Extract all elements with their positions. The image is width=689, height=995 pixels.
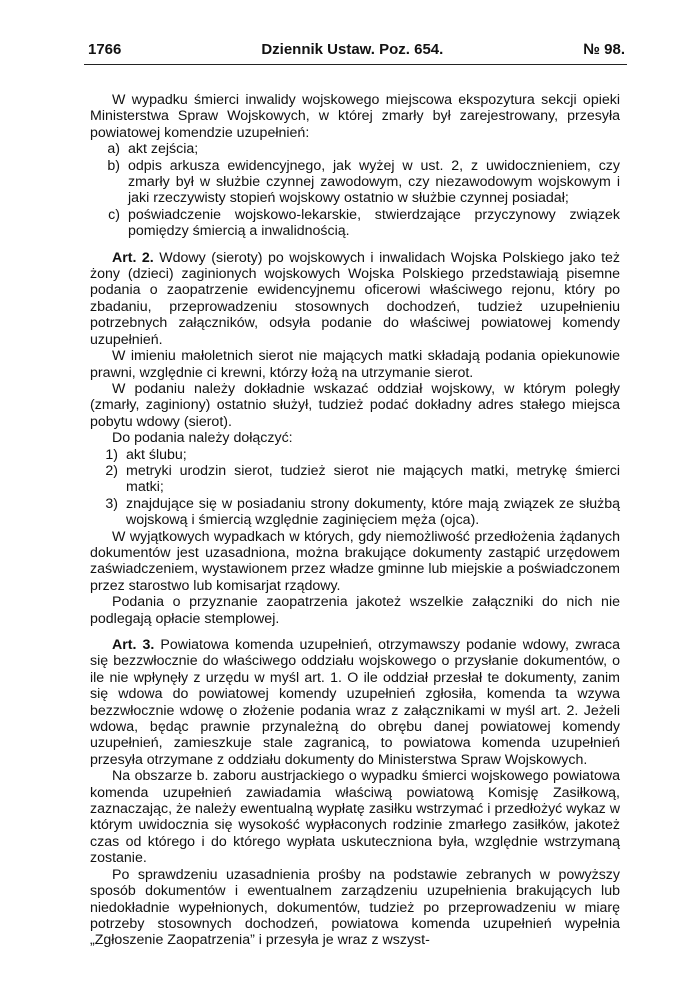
paragraph-oplata: Podania o przyznanie zaopatrzenia jakoteż wszelkie załączniki do nich nie podlegają opłacie stemplowej.: [90, 594, 620, 627]
list-item: 1) akt ślubu;: [105, 446, 187, 463]
page-number: 1766: [88, 40, 122, 58]
paragraph-sprawdzenie: Po sprawdzeniu uzasadnienia prośby na podstawie zebranych w powyższy sposób dokumentów i ewentualnem zarządzeniu uzupełnienia brakujących lub niedokładnie wypełnionych, dokumentów, tudzież po przeprowadzeniu w miarę potrzeby stosownych dochodzeń, powiatowa komenda uzupełnień wypełnia „Zgłoszenie Zaopatrzenia” i przesyła je wraz z wszyst-: [90, 866, 620, 949]
header-rule: [84, 64, 627, 65]
paragraph-inwalida: W wypadku śmierci inwalidy wojskowego miejscowa ekspozytura sekcji opieki Ministerstwa Spraw Wojskowych, w której zmarły był zarejestrowany, przesyła powiatowej komendzie uzupełnień:: [90, 92, 620, 141]
list-item: b) odpis arkusza ewidencyjnego, jak wyżej w ust. 2, z uwidocznieniem, czy zmarły był w służbie czynnej zawodowym, czy niezawodowym wojskowym i jaki rzeczywisty stopień wojskowy ostatnio w służbie czynnej posiadał;: [107, 157, 620, 207]
paragraph-oddzial: W podaniu należy dokładnie wskazać oddział wojskowy, w którym poległy (zmarły, zaginiony) ostatnio służył, tudzież podać dokładny adres stałego miejsca pobytu wdowy (sierot).: [90, 380, 620, 430]
attachments-list-wdowa: [90, 447, 620, 529]
document-body: [90, 92, 620, 949]
article-3-text: Powiatowa komenda uzupełnień, otrzymawszy podanie wdowy, zwraca się bezzwłocznie do właściwego oddziału wojskowego o przysłanie dokumentów, o ile nie wpłynęły z urzędu w myśl art. 1. O ile oddział przesłał te dokumenty, zanim się wdowa do powiatowej komendy uzupełnień zgłosiła, komenda ta wzywa bezzwłocznie wdowę o złożenie podania wraz z załącznikami w myśl art. 2. Jeżeli wdowa, będąc prawnie przynależną do obrębu danej powiatowej komendy uzupełnień, zamieszkuje stale zagranicą, to powiatowa komenda uzupełnień przesyła otrzymane z oddziału dokumenty do Ministerstwa Spraw Wojskowych.: [90, 637, 620, 768]
article-2-text: Wdowy (sieroty) po wojskowych i inwalidach Wojska Polskiego jako też żony (dzieci) zaginionych wojskowych Wojska Polskiego przedstawiają pisemne podania o zaopatrzenie ewidencyjnemu oficerowi właściwego rejonu, który po zbadaniu, przeprowadzeniu stosownych dochodzeń, tudzież uzupełnieniu potrzebnych załączników, odsyła podanie do właściwej powiatowej komendy uzupełnień.: [90, 249, 620, 348]
article-2: [90, 250, 620, 348]
paragraph-zabor: Na obszarze b. zaboru austrjackiego o wypadku śmierci wojskowego powiatowa komenda uzupełnień zawiadamia właściwą powiatową Komisję Zasiłkową, zaznaczając, że należy ewentualną wypłatę zasiłku wstrzymać i przedłożyć wykaz w którym uwidocznia się wysokość wypłaconych rodzinie zmarłego zasiłków, jakoteż czas od którego i do którego wypłata uskuteczniona była, względnie wstrzymaną zostanie.: [90, 768, 620, 867]
paragraph-dolaczyc: Do podania należy dołączyć:: [112, 430, 293, 447]
page-header: [88, 36, 625, 62]
list-item: 2) metryki urodzin sierot, tudzież sierot nie mających matki, metrykę śmierci matki;: [105, 462, 620, 496]
article-3-label: Art. 3.: [112, 637, 155, 653]
paragraph-sieroty: W imieniu małoletnich sierot nie mających matki składają podania opiekunowie prawni, względnie ci krewni, którzy łożą na utrzymanie sierot.: [90, 348, 620, 381]
issue-number: № 98.: [583, 40, 625, 58]
paragraph-wyjatkowe: W wyjątkowych wypadkach w których, gdy niemożliwość przedłożenia żądanych dokumentów jest uzasadniona, można brakujące dokumenty zastąpić urzędowem zaświadczeniem, wystawionem przez władze gminne lub miejskie a poświadczonem przez starostwo lub komisarjat rządowy.: [90, 528, 620, 594]
attachments-list-inwalida: [90, 141, 620, 239]
journal-title: Dziennik Ustaw. Poz. 654.: [261, 40, 444, 58]
article-3: [90, 637, 620, 768]
article-2-label: Art. 2.: [112, 249, 154, 266]
list-item: c) poświadczenie wojskowo-lekarskie, stwierdzające przyczynowy związek pomiędzy śmiercią a inwalidnością.: [108, 206, 620, 240]
list-item: a) akt zejścia;: [107, 141, 199, 158]
list-item: 3) znajdujące się w posiadaniu strony dokumenty, które mają związek ze służbą wojskową i śmiercią względnie zaginięciem męża (ojca).: [105, 495, 620, 529]
